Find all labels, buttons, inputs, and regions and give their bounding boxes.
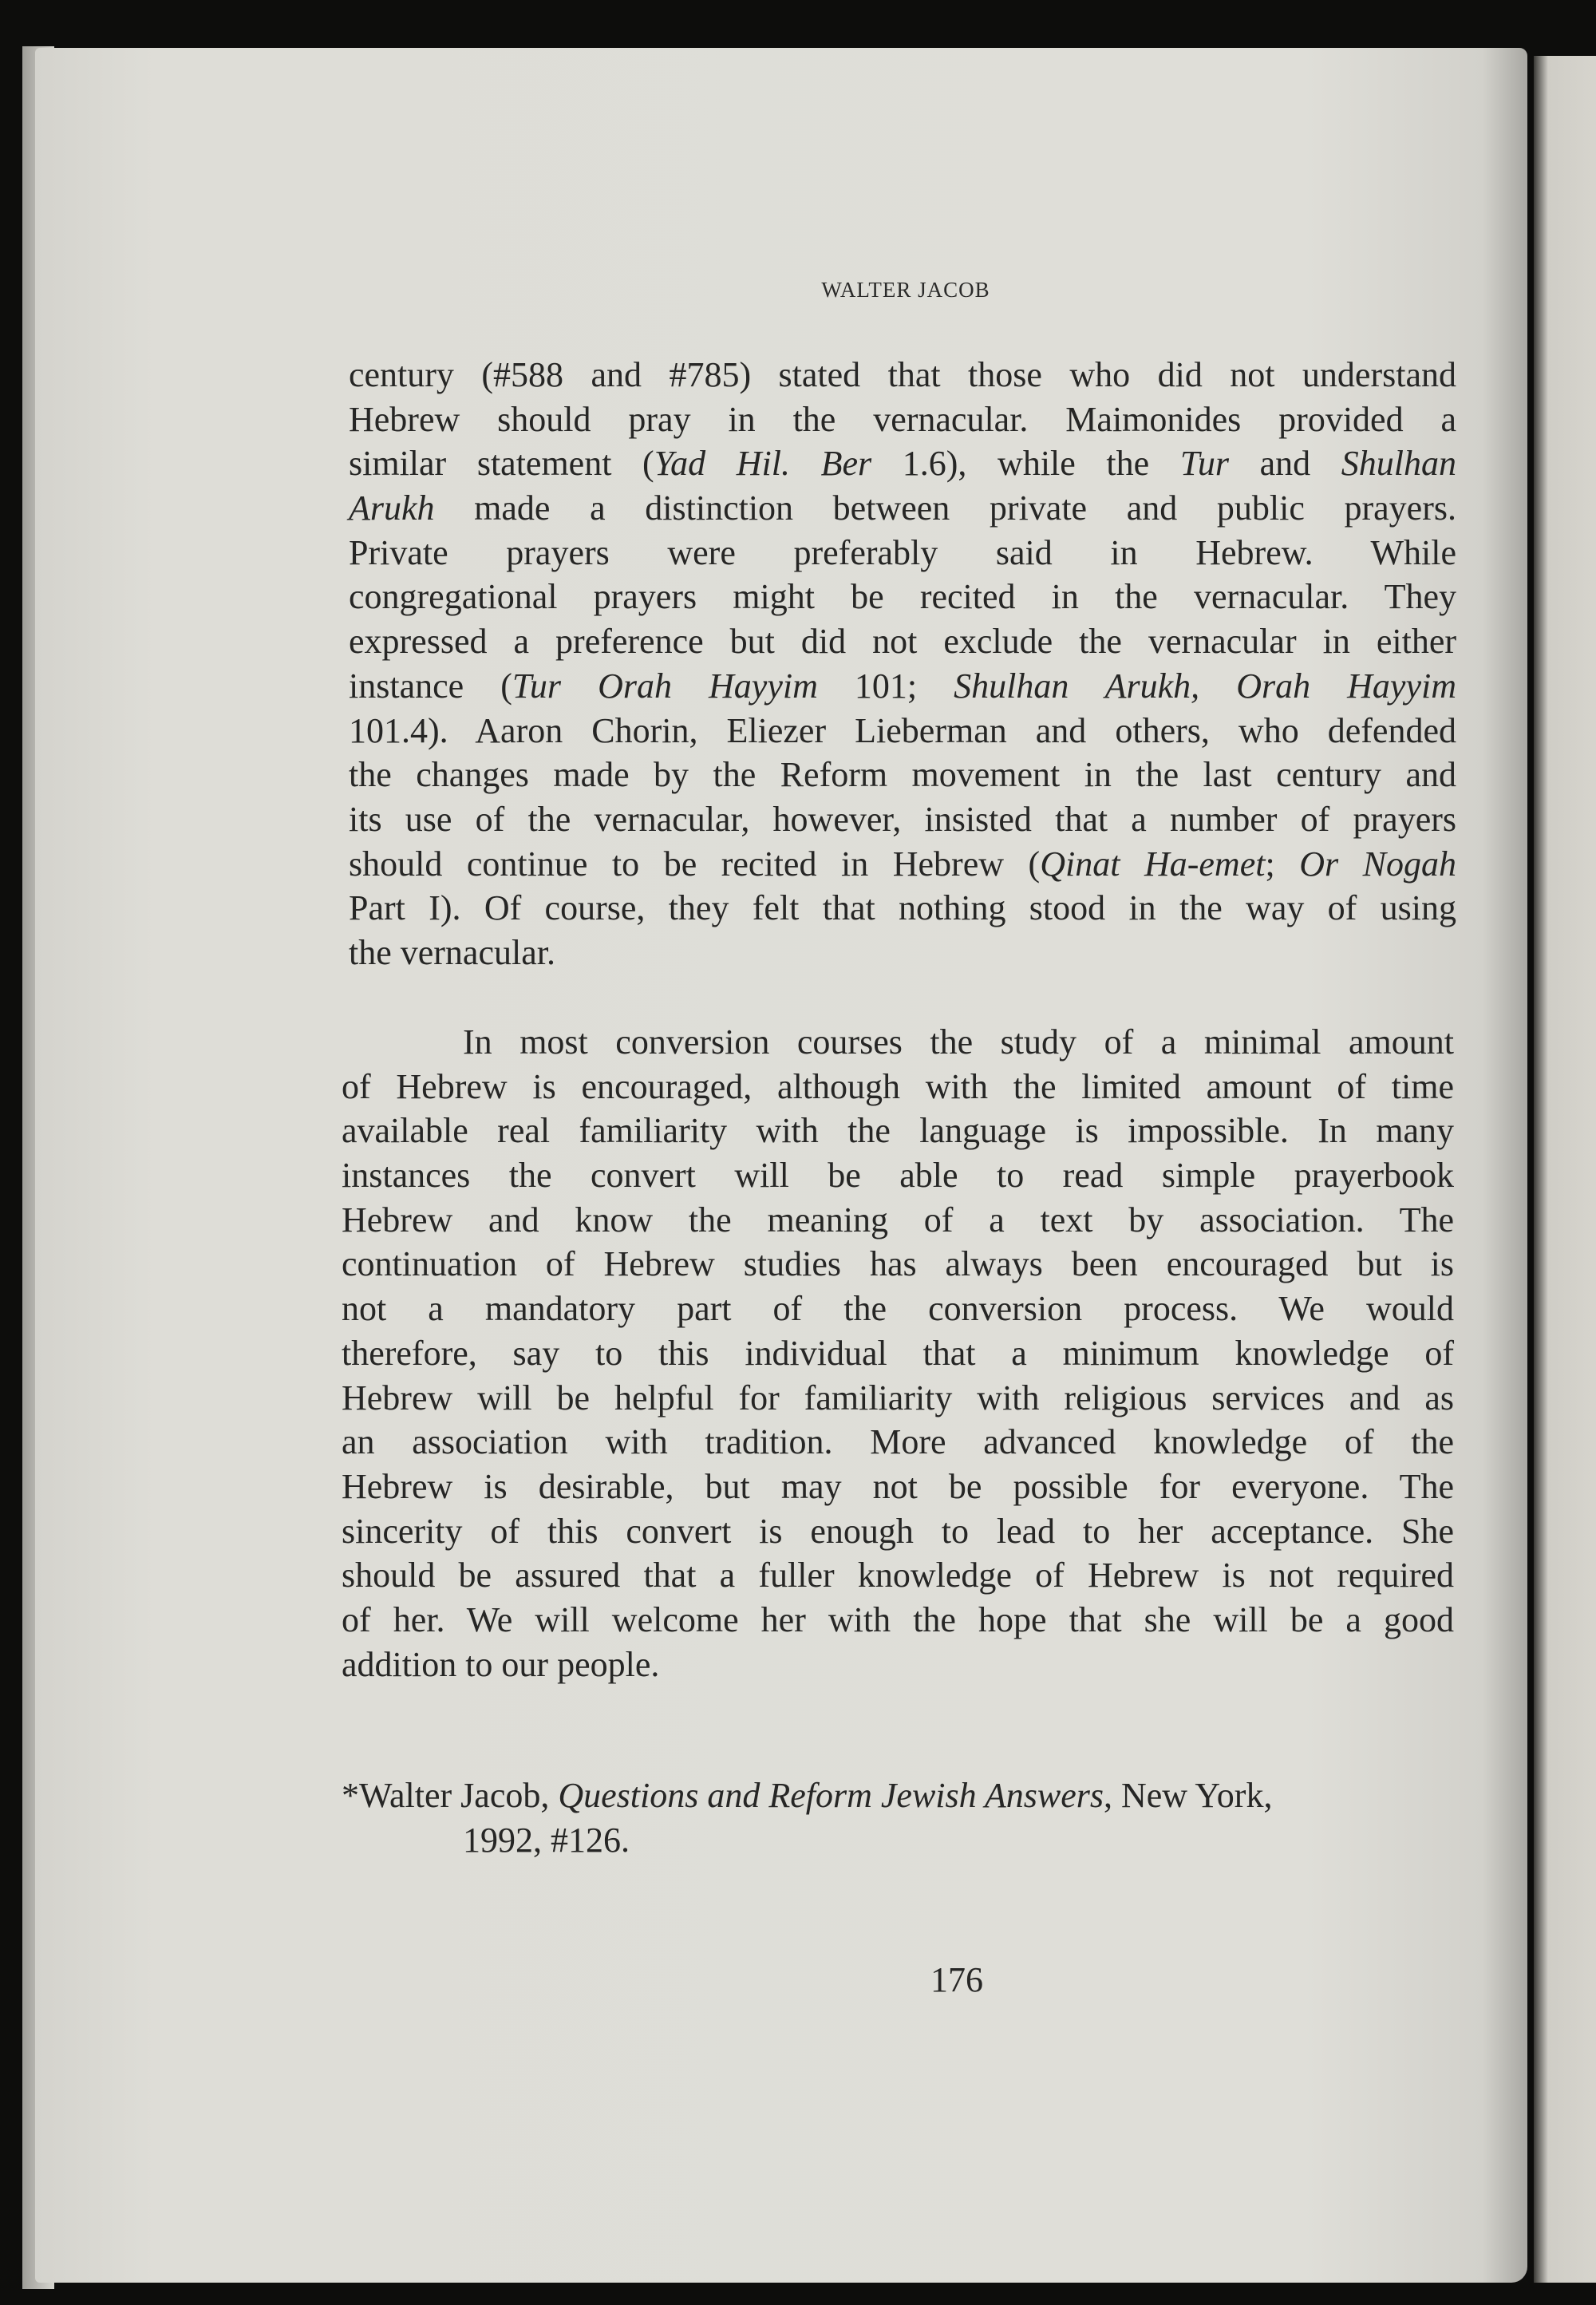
italic-text: Yad Hil. Ber [654, 444, 872, 484]
text-segment: of Hebrew is encouraged, although with the limited amount of time [342, 1066, 1454, 1106]
text-segment: In most conversion courses the study of a minimal amount [463, 1022, 1454, 1062]
text-line [349, 619, 1456, 664]
text-segment: *Walter Jacob, [342, 1776, 559, 1815]
text-line [349, 664, 1456, 709]
text-segment: 1992, #126. [463, 1820, 630, 1860]
text-line [342, 1198, 1454, 1243]
text-line [349, 486, 1456, 531]
text-line [349, 931, 1456, 975]
text-segment: instances the convert will be able to read simple prayerbook [342, 1156, 1454, 1196]
text-line [349, 397, 1456, 442]
text-segment: ; [1265, 844, 1300, 884]
text-segment: , New York, [1103, 1776, 1273, 1815]
text-line [342, 1242, 1454, 1287]
text-line [342, 1598, 1454, 1643]
text-line [349, 886, 1456, 931]
text-segment: congregational prayers might be recited in the vernacular. They [349, 577, 1456, 617]
text-segment: its use of the vernacular, however, insisted that a number of prayers [349, 799, 1456, 839]
text-line [342, 1376, 1454, 1421]
text-line [342, 1153, 1454, 1198]
text-segment: not a mandatory part of the conversion process. We would [342, 1289, 1454, 1329]
text-segment: 1.6), while the [871, 444, 1180, 484]
text-segment: instance ( [349, 666, 512, 706]
text-line [342, 1331, 1454, 1376]
italic-text: Arukh [349, 488, 435, 528]
text-line [342, 1465, 1454, 1509]
italic-text: Questions and Reform Jewish Answers [558, 1776, 1104, 1815]
text-segment: of her. We will welcome her with the hope that she will be a good [342, 1599, 1454, 1639]
text-line [342, 1509, 1454, 1554]
text-line [349, 441, 1456, 486]
text-segment: an association with tradition. More advanced knowledge of the [342, 1422, 1454, 1462]
text-segment: Hebrew will be helpful for familiarity with religious services and as [342, 1378, 1454, 1417]
text-line [342, 1773, 1299, 1818]
text-line [342, 1020, 1454, 1065]
text-line [342, 1109, 1454, 1153]
text-segment: should continue to be recited in Hebrew ( [349, 844, 1041, 884]
facing-page-edge [1534, 56, 1596, 2283]
text-segment: therefore, say to this individual that a minimum knowledge of [342, 1333, 1454, 1373]
italic-text: Tur Orah Hayyim [512, 666, 818, 706]
text-segment: should be assured that a fuller knowledge of Hebrew is not required [342, 1556, 1454, 1595]
text-segment: sincerity of this convert is enough to lead to her acceptance. She [342, 1511, 1454, 1551]
text-segment: 101; [817, 666, 954, 706]
text-segment: continuation of Hebrew studies has always been encouraged but is [342, 1244, 1454, 1284]
text-line [342, 1287, 1454, 1331]
page-number: 176 [930, 1960, 983, 1999]
text-segment: Hebrew is desirable, but may not be possible for everyone. The [342, 1466, 1454, 1506]
text-line [349, 575, 1456, 619]
text-segment: the vernacular. [349, 932, 555, 972]
text-line [349, 842, 1456, 887]
italic-text: Or Nogah [1299, 844, 1457, 884]
italic-text: Shulhan Arukh, Orah Hayyim [954, 666, 1456, 706]
text-line [349, 753, 1456, 797]
text-segment: Private prayers were preferably said in Hebrew. While [349, 532, 1456, 572]
text-line [342, 1553, 1454, 1598]
running-head: WALTER JACOB [821, 278, 990, 302]
text-segment: 101.4). Aaron Chorin, Eliezer Lieberman and others, who defended [349, 710, 1456, 750]
italic-text: Shulhan [1341, 444, 1456, 484]
italic-text: Qinat Ha-emet [1040, 844, 1266, 884]
text-segment: expressed a preference but did not exclude the vernacular in either [349, 622, 1456, 662]
text-segment: similar statement ( [349, 444, 654, 484]
text-segment: made a distinction between private and public prayers. [434, 488, 1456, 528]
text-line [349, 353, 1456, 397]
text-segment: Hebrew should pray in the vernacular. Maimonides provided a [349, 399, 1456, 439]
footnote [342, 1773, 1299, 1862]
italic-text: Tur [1179, 444, 1229, 484]
text-line [349, 797, 1456, 842]
text-segment: addition to our people. [342, 1644, 660, 1684]
text-segment: the changes made by the Reform movement in the last century and [349, 755, 1456, 795]
text-segment: available real familiarity with the language is impossible. In many [342, 1111, 1454, 1151]
text-line [349, 531, 1456, 575]
text-segment: century (#588 and #785) stated that those who did not understand [349, 355, 1456, 394]
text-segment: Hebrew and know the meaning of a text by association. The [342, 1200, 1454, 1239]
text-line [342, 1065, 1454, 1109]
text-line [342, 1643, 1454, 1687]
paragraph-1 [349, 353, 1456, 975]
paragraph-2 [342, 1020, 1454, 1686]
text-line [342, 1420, 1454, 1465]
text-line [349, 709, 1456, 753]
text-line [342, 1818, 1299, 1863]
text-segment: and [1228, 444, 1341, 484]
text-segment: Part I). Of course, they felt that nothing stood in the way of using [349, 888, 1456, 928]
